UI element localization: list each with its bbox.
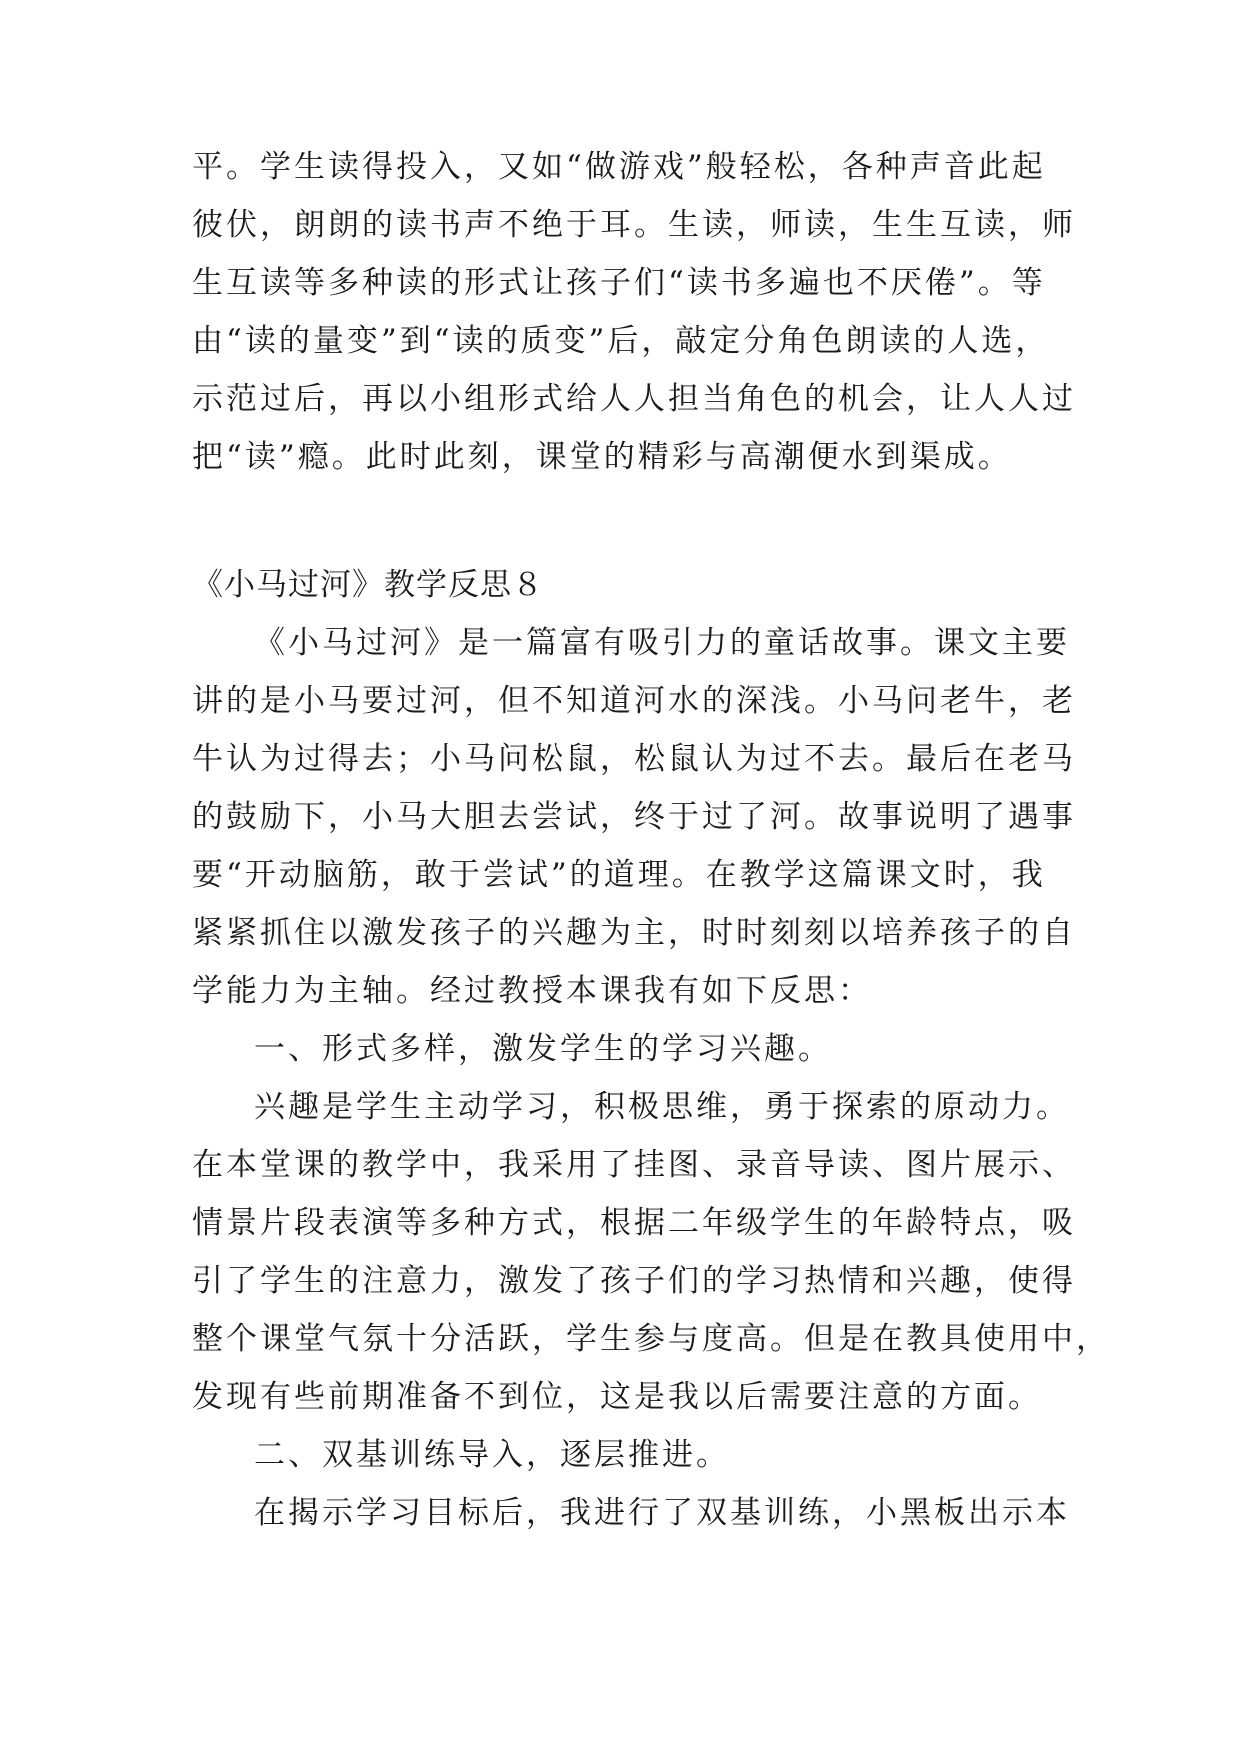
paragraph-line: 学能力为主轴。经过教授本课我有如下反思： [192, 973, 872, 1009]
paragraph-line: 紧紧抓住以激发孩子的兴趣为主，时时刻刻以培养孩子的自 [192, 915, 1076, 951]
section-title: 《小马过河》教学反思８ [192, 567, 544, 603]
paragraph-line: 在揭示学习目标后，我进行了双基训练，小黑板出示本 [254, 1495, 1070, 1531]
paragraph-line: 《小马过河》是一篇富有吸引力的童话故事。课文主要 [254, 625, 1070, 661]
paragraph-line: 的鼓励下，小马大胆去尝试，终于过了河。故事说明了遇事 [192, 799, 1076, 835]
paragraph-line: 在本堂课的教学中，我采用了挂图、录音导读、图片展示、 [192, 1147, 1076, 1183]
paragraph-line: 发现有些前期准备不到位，这是我以后需要注意的方面。 [192, 1379, 1042, 1415]
paragraph-line: 由“读的量变”到“读的质变”后，敲定分角色朗读的人选， [192, 323, 1050, 359]
paragraph-line: 示范过后，再以小组形式给人人担当角色的机会，让人人过 [192, 381, 1076, 417]
paragraph-line: 情景片段表演等多种方式，根据二年级学生的年龄特点，吸 [192, 1205, 1076, 1241]
paragraph-line: 讲的是小马要过河，但不知道河水的深浅。小马问老牛，老 [192, 683, 1076, 719]
paragraph-line: 引了学生的注意力，激发了孩子们的学习热情和兴趣，使得 [192, 1263, 1076, 1299]
paragraph-line: 兴趣是学生主动学习，积极思维，勇于探索的原动力。 [254, 1089, 1070, 1125]
paragraph-line: 牛认为过得去；小马问松鼠，松鼠认为过不去。最后在老马 [192, 741, 1076, 777]
paragraph-line: 整个课堂气氛十分活跃，学生参与度高。但是在教具使用中， [192, 1321, 1110, 1357]
paragraph-line: 要“开动脑筋，敢于尝试”的道理。在教学这篇课文时，我 [192, 857, 1046, 893]
paragraph-line: 生互读等多种读的形式让孩子们“读书多遍也不厌倦”。等 [192, 265, 1046, 301]
paragraph-line: 把“读”瘾。此时此刻，课堂的精彩与高潮便水到渠成。 [192, 439, 1012, 475]
subheading-line: 二、双基训练导入，逐层推进。 [254, 1437, 730, 1473]
paragraph-line: 平。学生读得投入，又如“做游戏”般轻松，各种声音此起 [192, 149, 1046, 185]
subheading-line: 一、形式多样，激发学生的学习兴趣。 [254, 1031, 832, 1067]
paragraph-line: 彼伏，朗朗的读书声不绝于耳。生读，师读，生生互读，师 [192, 207, 1076, 243]
